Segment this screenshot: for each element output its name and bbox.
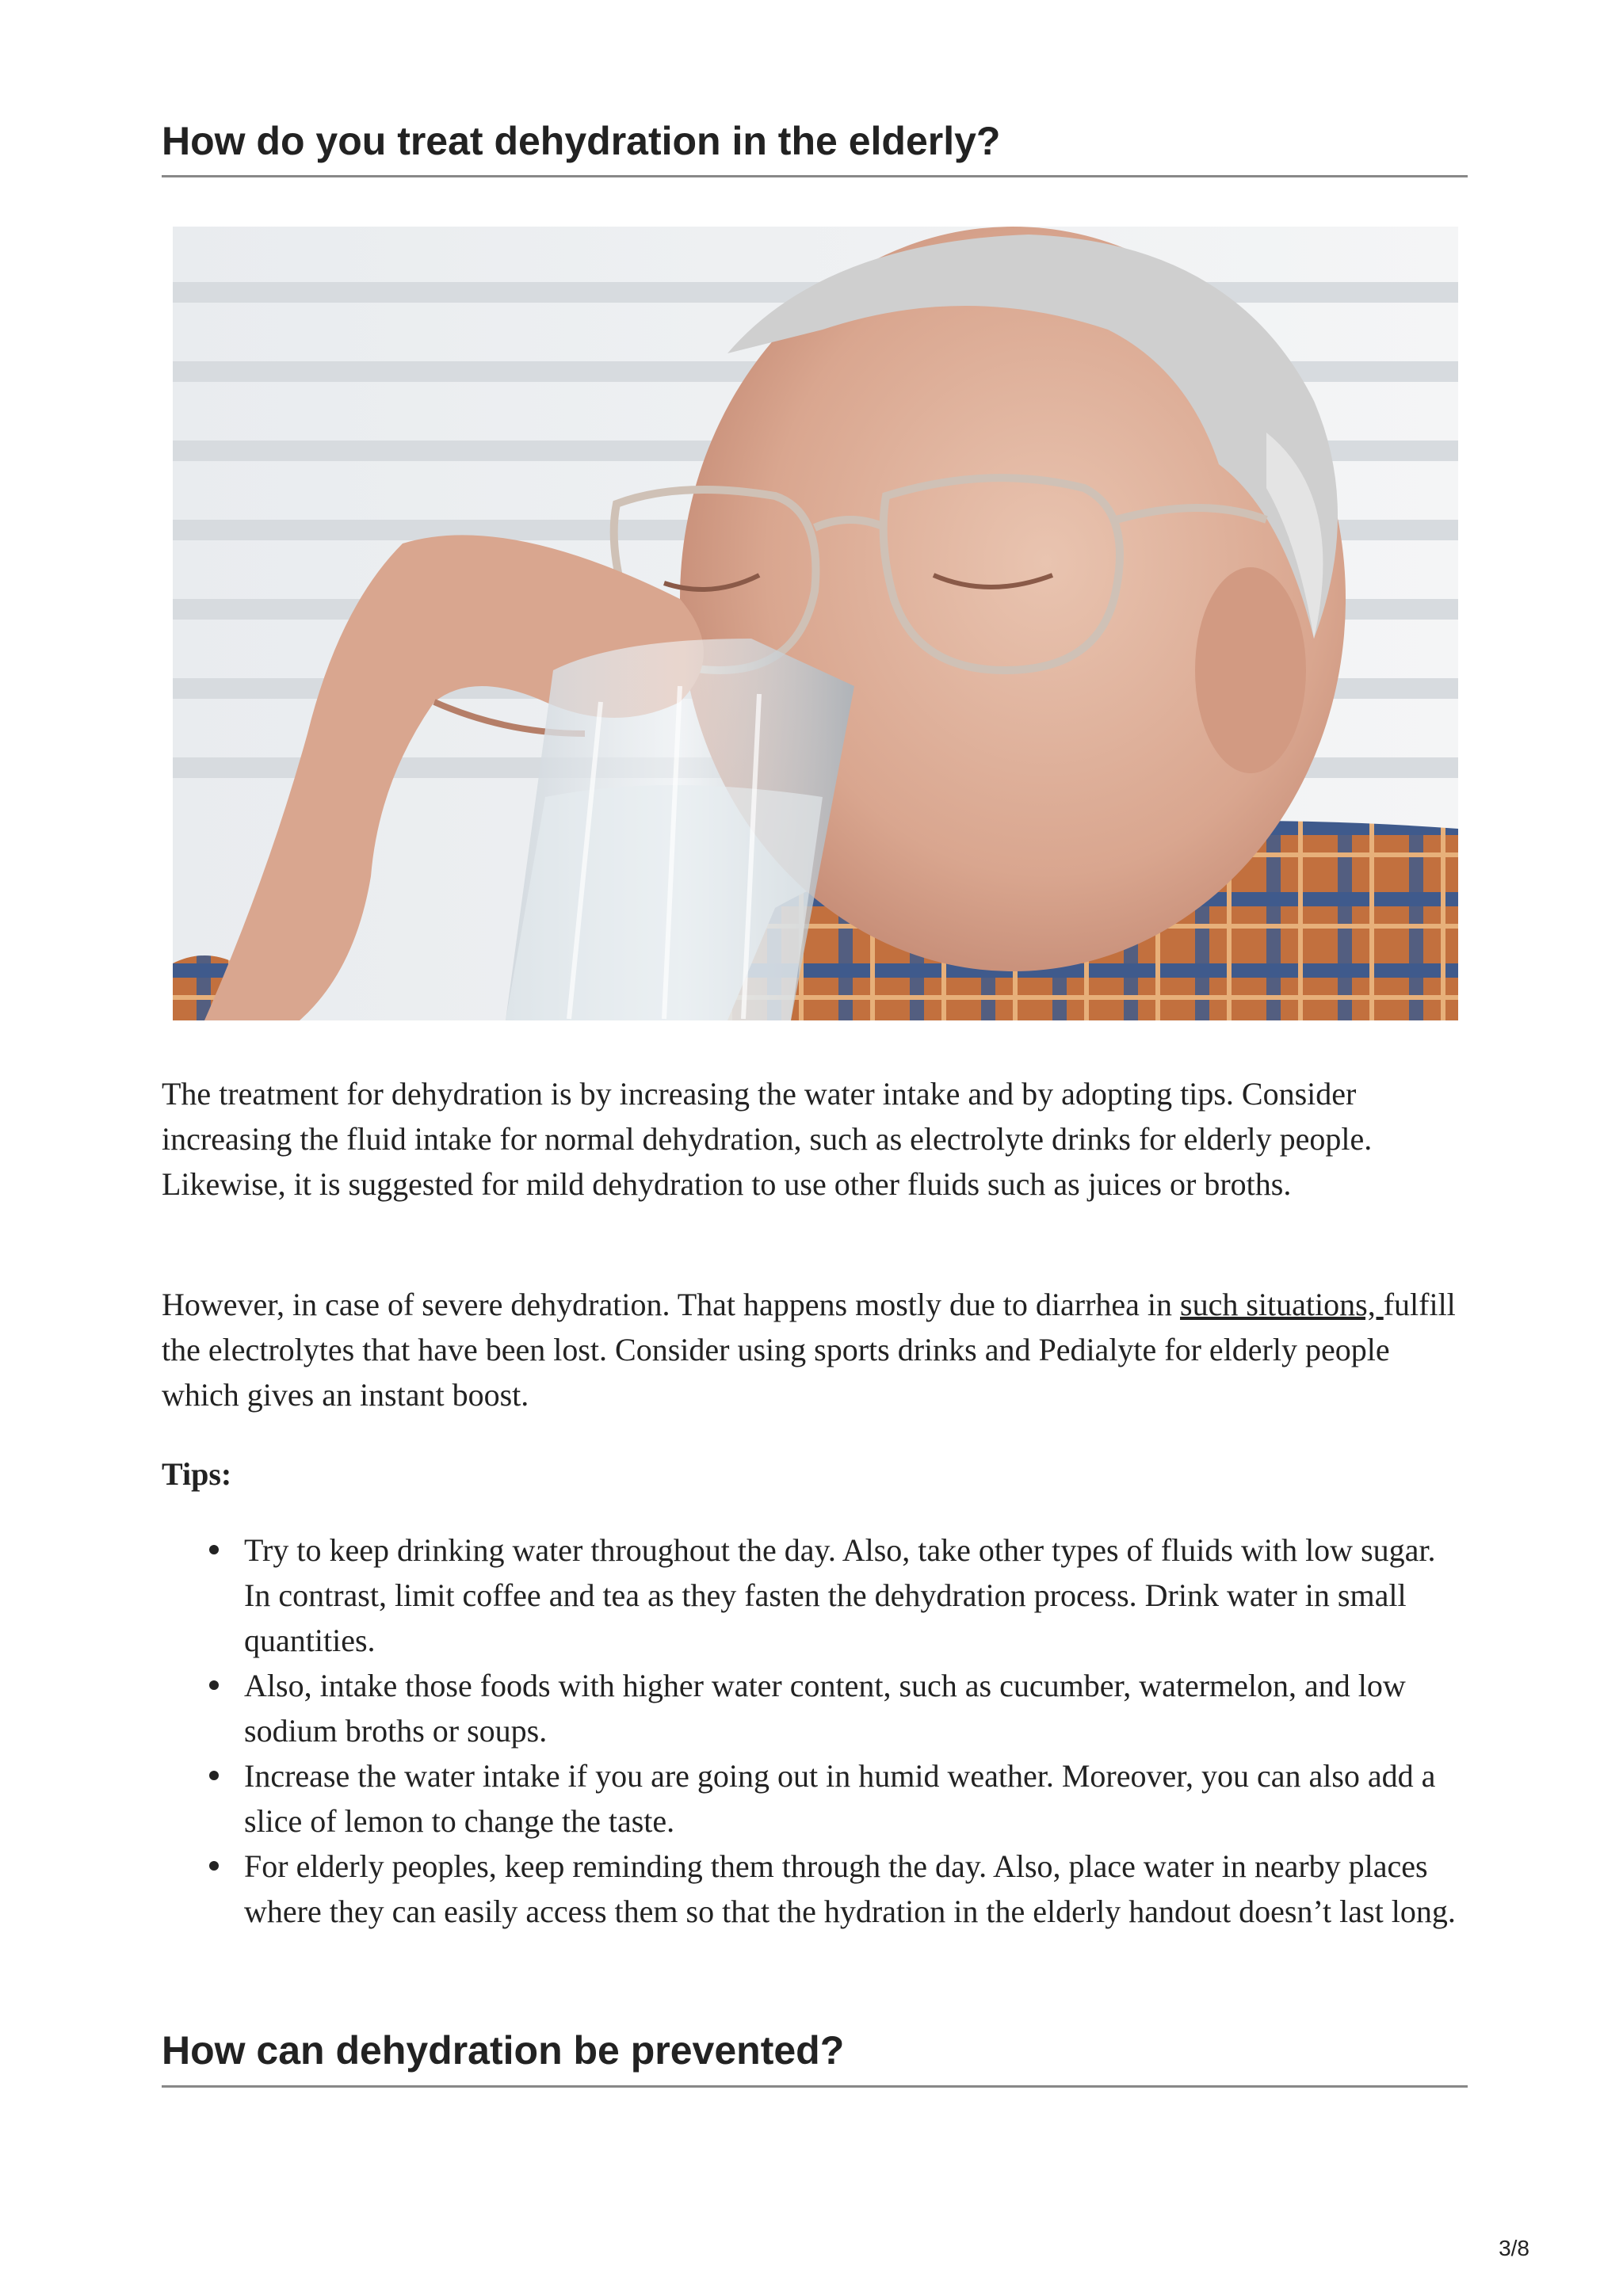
page-number: 3/8: [1499, 2236, 1529, 2260]
paragraph-severe-dehydration: [162, 1282, 1468, 1417]
list-item: [244, 1527, 1468, 1663]
section-heading-treat-dehydration: How do you treat dehydration in the elderly?: [162, 119, 1001, 163]
tips-label: Tips:: [162, 1456, 232, 1492]
tips-list: [162, 1527, 1468, 1934]
bullet-dot-icon: [209, 1771, 219, 1780]
list-item-text: Also, intake those foods with higher water content, such as cucumber, watermelon, and low sodium broths or soups.: [244, 1668, 1406, 1749]
paragraph-text-after-link: fulfill the electrolytes that have been lost. Consider using sports drinks and Pedialyte for elderly people which gives an instant boost.: [162, 1287, 1456, 1413]
bullet-dot-icon: [209, 1545, 219, 1554]
elderly-man-drinking-water-photo: [173, 227, 1458, 1020]
list-item-text: Try to keep drinking water throughout the day. Also, take other types of fluids with low sugar. In contrast, limit coffee and tea as they fasten the dehydration process. Drink water in small quantities.: [244, 1532, 1436, 1658]
list-item-text: Increase the water intake if you are going out in humid weather. Moreover, you can also add a slice of lemon to change the taste.: [244, 1758, 1436, 1839]
paragraph-treatment: The treatment for dehydration is by increasing the water intake and by adopting tips. Consider increasing the fluid intake for normal dehydration, such as electrolyte drinks for elderly people. Likewise, it is suggested for mild dehydration to use other fluids such as juices or broths.: [162, 1076, 1373, 1202]
list-item: [244, 1663, 1468, 1753]
heading-divider: [162, 2085, 1468, 2088]
list-item: [244, 1844, 1468, 1934]
paragraph-text-before-link: However, in case of severe dehydration. That happens mostly due to diarrhea in: [162, 1287, 1181, 1322]
bullet-dot-icon: [209, 1680, 219, 1690]
list-item: [244, 1753, 1468, 1844]
section-heading-prevent-dehydration: How can dehydration be prevented?: [162, 2028, 845, 2073]
such-situations-link[interactable]: such situations,: [1180, 1287, 1384, 1322]
list-item-text: For elderly peoples, keep reminding them through the day. Also, place water in nearby places where they can easily access them so that the hydration in the elderly handout doesn’t last long.: [244, 1848, 1456, 1929]
bullet-dot-icon: [209, 1861, 219, 1871]
heading-divider: [162, 175, 1468, 177]
